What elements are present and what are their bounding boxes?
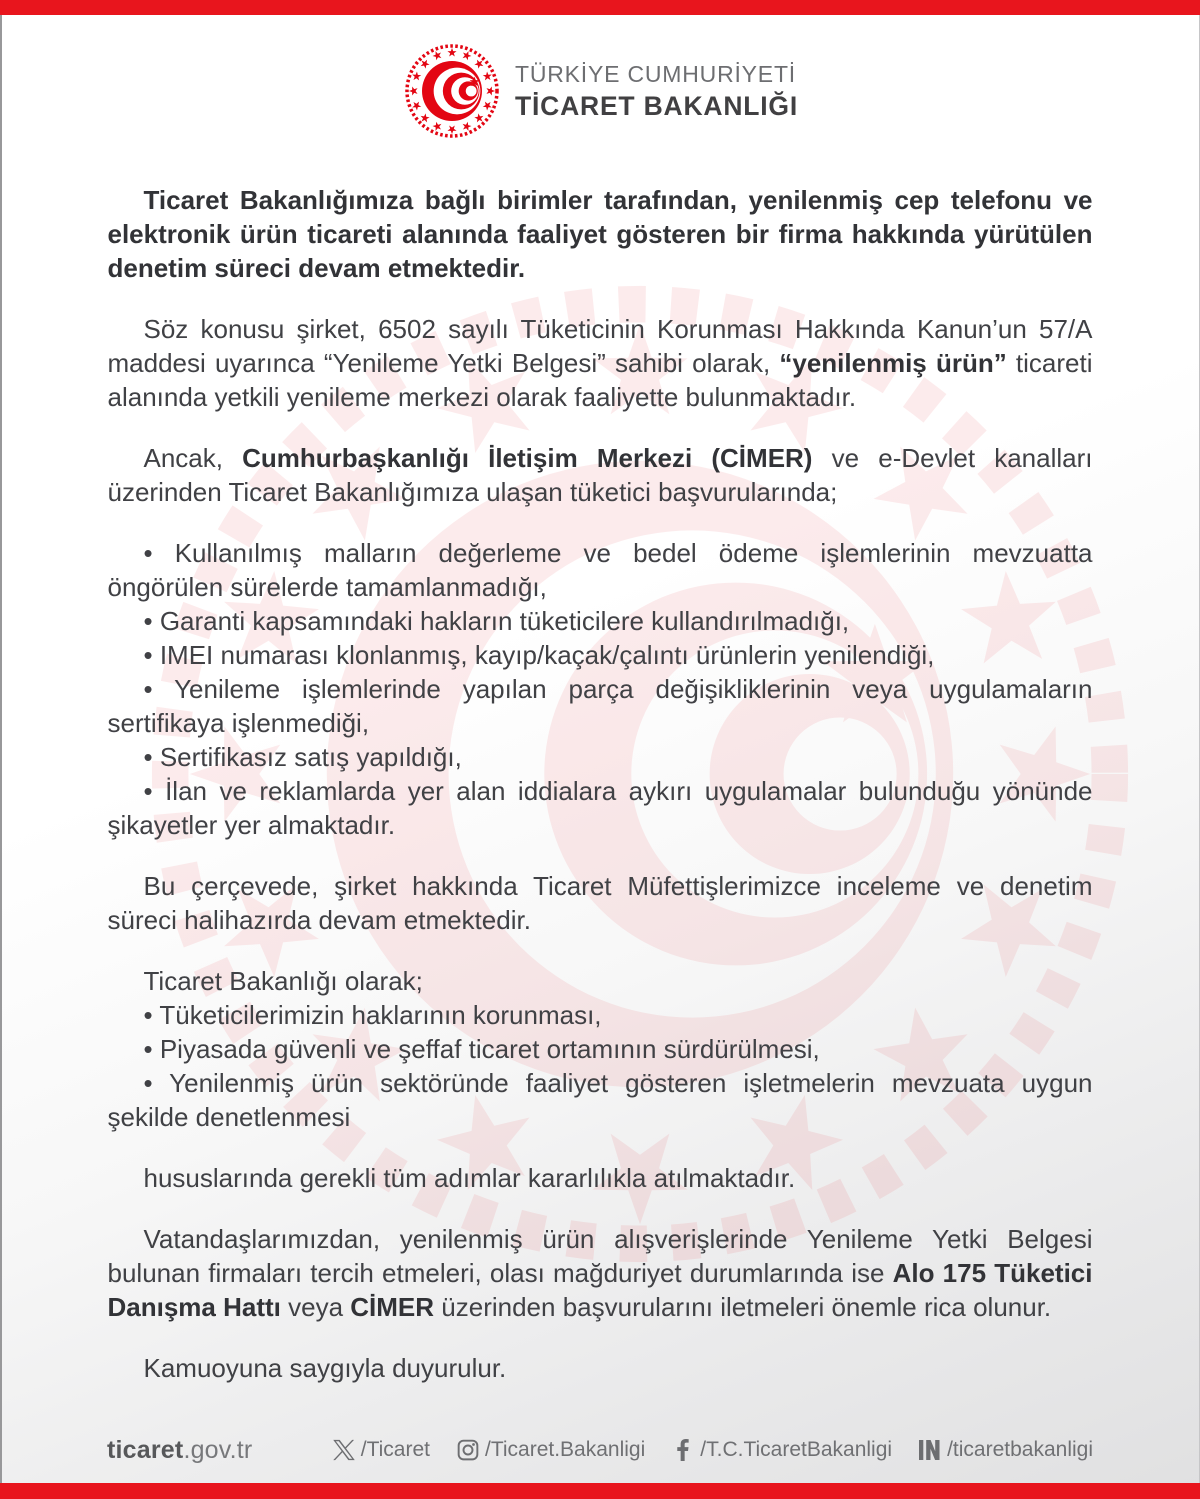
bullet-item: • Tüketicilerimizin haklarının korunması, (143, 1000, 602, 1030)
social-handle-text: /Ticaret.Bakanligi (484, 1438, 646, 1461)
bullet-item: • Piyasada güvenli ve şeffaf ticaret ortamının sürdürülmesi, (143, 1034, 820, 1064)
social-handle-instagram[interactable] (457, 1438, 645, 1462)
instagram-icon (457, 1439, 479, 1461)
bullet-item: • Kullanılmış malların değerleme ve bedel ödeme işlemlerinin mevzuatta öngörülen sürelerde tamamlanmadığı, (107, 538, 1093, 602)
social-handle-facebook[interactable] (672, 1438, 892, 1462)
ministry-line2: TİCARET BAKANLIĞI (515, 90, 798, 121)
footer-socials (333, 1438, 1093, 1462)
social-handle-nsosyal[interactable] (919, 1438, 1093, 1462)
x-icon (333, 1439, 355, 1461)
social-handle-text: /T.C.TicaretBakanligi (700, 1438, 893, 1461)
ministry-emblem-icon (402, 41, 502, 141)
paragraph: Vatandaşlarımızdan, yenilenmiş ürün alışverişlerinde Yenileme Yetki Belgesi bulunan firmaları tercih etmeleri, olası mağduriyet durumlarında ise Alo 175 Tüketici Danışma Hattı veya CİMER üzerinden başvurularını iletmeleri önemle rica olunur. (107, 1224, 1093, 1322)
bullet-item: • Yenilenmiş ürün sektöründe faaliyet gösteren işletmelerin mevzuata uygun şekilde denetlenmesi (107, 1068, 1093, 1132)
bullet-item: • Garanti kapsamındaki hakların tüketicilere kullandırılmadığı, (143, 606, 850, 636)
bottom-red-bar (0, 1483, 1200, 1499)
social-handle-text: /ticaretbakanligi (947, 1438, 1093, 1461)
social-handle-text: /Ticaret (360, 1438, 430, 1461)
paragraph: Ticaret Bakanlığı olarak; (143, 966, 423, 996)
bullet-item: • IMEI numarası klonlanmış, kayıp/kaçak/çalıntı ürünlerin yenilendiği, (143, 640, 935, 670)
footer (0, 1417, 1200, 1483)
bullet-item: • İlan ve reklamlarda yer alan iddialara aykırı uygulamalar bulunduğu yönünde şikayetler yer almaktadır. (107, 776, 1093, 840)
bullet-item: • Sertifikasız satış yapıldığı, (143, 742, 462, 772)
footer-site-rest: .gov.tr (183, 1435, 253, 1464)
ministry-title (515, 61, 798, 122)
footer-site-bold: ticaret (107, 1435, 184, 1464)
paragraph: Ticaret Bakanlığımıza bağlı birimler tarafından, yenilenmiş cep telefonu ve elektronik ürün ticareti alanında faaliyet gösteren bir firma hakkında yürütülen denetim süreci devam etmektedir. (107, 185, 1093, 283)
document-body (108, 183, 1093, 1385)
paragraph: Ancak, Cumhurbaşkanlığı İletişim Merkezi (CİMER) ve e-Devlet kanalları üzerinden Ticaret Bakanlığımıza ulaşan tüketici başvurularında; (107, 443, 1093, 507)
masthead (0, 0, 1200, 141)
paragraph: hususlarında gerekli tüm adımlar kararlılıkla atılmaktadır. (143, 1163, 796, 1193)
paragraph: Kamuoyuna saygıyla duyurulur. (143, 1353, 507, 1383)
footer-site-link[interactable] (107, 1436, 252, 1465)
bullet-item: • Yenileme işlemlerinde yapılan parça değişikliklerinin veya uygulamaların sertifikaya işlenmediği, (107, 674, 1093, 738)
paragraph: Söz konusu şirket, 6502 sayılı Tüketicinin Korunması Hakkında Kanun’un 57/A maddesi uyarınca “Yenileme Yetki Belgesi” sahibi olarak, “yenilenmiş ürün” ticareti alanında yetkili yenileme merkezi olarak faaliyette bulunmaktadır. (107, 314, 1093, 412)
ministry-line1: TÜRKİYE CUMHURİYETİ (515, 60, 796, 87)
facebook-icon (672, 1439, 694, 1461)
paragraph: Bu çerçevede, şirket hakkında Ticaret Müfettişlerimizce inceleme ve denetim süreci halihazırda devam etmektedir. (107, 871, 1093, 935)
social-handle-x[interactable] (333, 1438, 430, 1462)
nsosyal-icon (919, 1439, 941, 1461)
